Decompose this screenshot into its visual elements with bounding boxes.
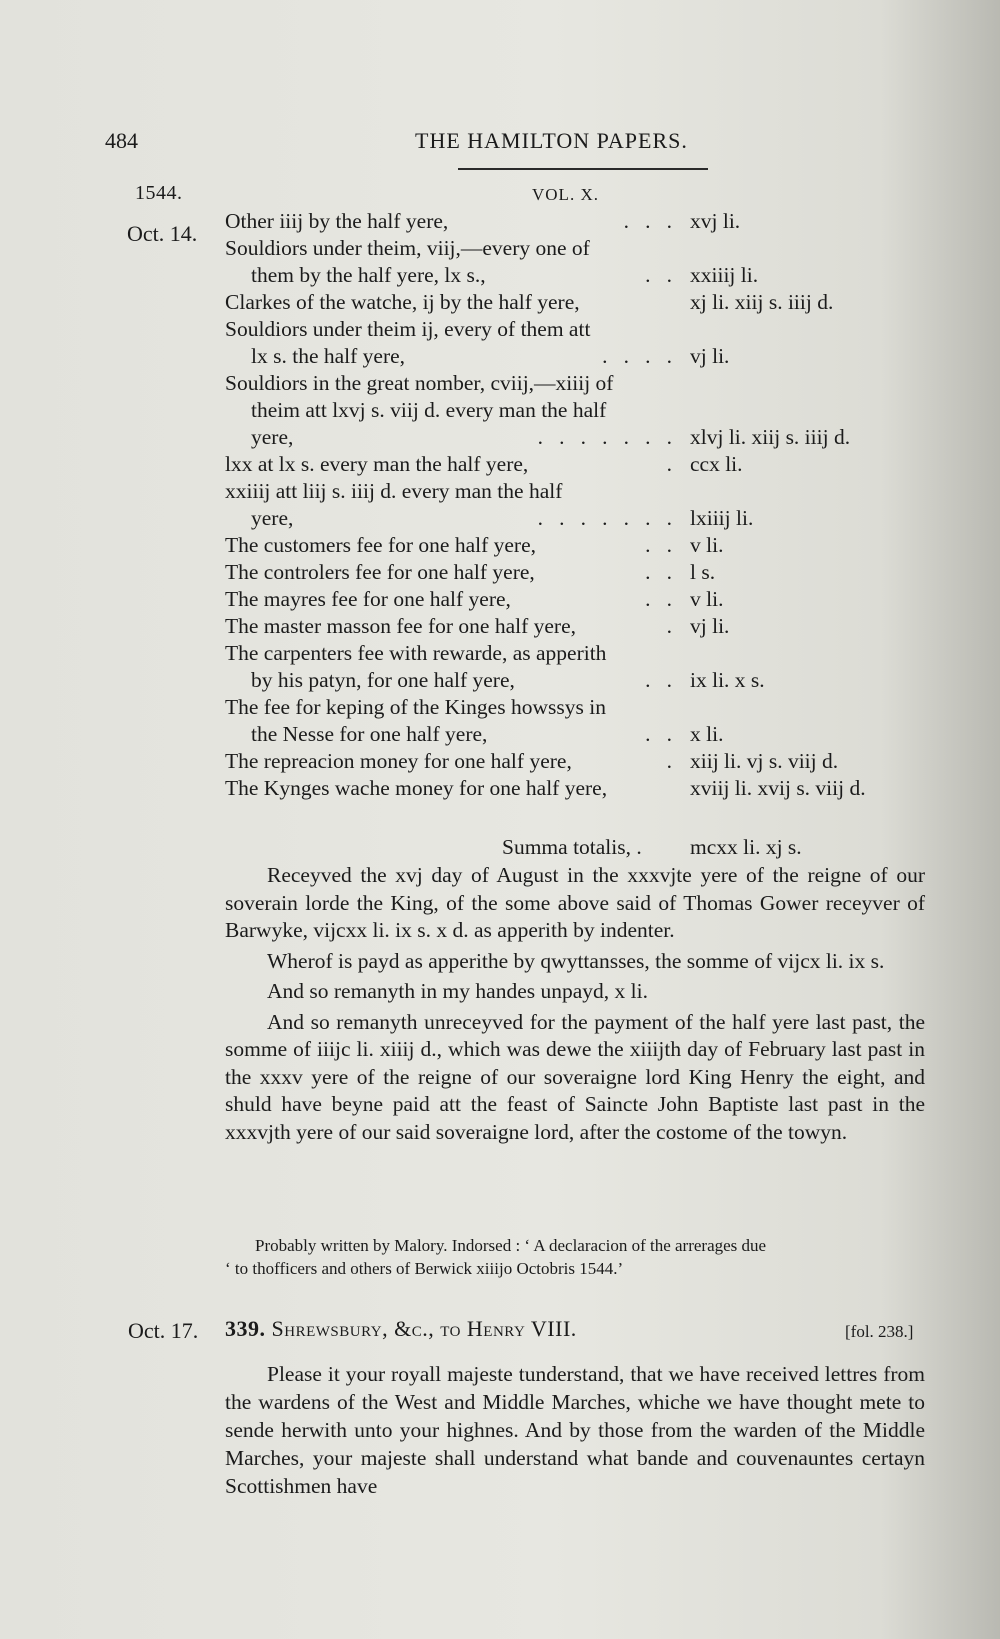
account-line-amount: l s. [690,560,716,584]
account-line-text: The mayres fee for one half yere, [225,587,511,611]
paragraph-paid: Wherof is payd as apperithe by qwyttansses, the somme of vijcx li. ix s. [267,948,885,973]
account-line-text: The fee for keping of the Kinges howssys in [225,695,606,719]
account-line-text: xxiiij att liij s. iiij d. every man the half [225,479,563,503]
summa-label: Summa totalis, . [502,835,642,859]
account-line-text: lxx at lx s. every man the half yere, [225,452,529,476]
paragraph-received: Receyved the xvj day of August in the xxxvjte yere of the reigne of our soverain lorde the King, of the some above said of Thomas Gower receyver of Barwyke, vijcxx li. ix s. x d. as apperith by indenter. [225,863,925,942]
account-line-text: them by the half yere, lx s., [251,263,486,287]
account-line-amount: v li. [690,533,724,557]
account-line-dots: . . . . . . . [537,425,672,449]
account-line-text: Souldiors in the great nomber, cviij,—xiiij of [225,371,614,395]
account-line-text: Clarkes of the watche, ij by the half yere, [225,290,580,314]
page-number: 484 [105,128,138,153]
account-line-dots: . . [645,722,672,746]
running-title: THE HAMILTON PAPERS. [415,128,688,153]
account-line-amount: xvj li. [690,209,741,233]
note-line-1: Probably written by Malory. Indorsed : ‘ A declaracion of the arrerages due [255,1236,767,1255]
account-line-amount: vj li. [690,614,730,638]
account-line-text: Souldiors under theim, viij,—every one of [225,236,590,260]
summa-amount: mcxx li. xj s. [690,835,802,859]
account-line-dots: . . [645,560,672,584]
account-line-text: Souldiors under theim ij, every of them att [225,317,591,341]
account-line-amount: x li. [690,722,724,746]
document-body [225,1360,925,1500]
account-line-dots: . . [645,668,672,692]
account-line-dots: . . . . [602,344,672,368]
account-line-amount: xxiiij li. [690,263,759,287]
account-line-text: the Nesse for one half yere, [251,722,488,746]
account-line-text: by his patyn, for one half yere, [251,668,515,692]
document-date: Oct. 17. [128,1318,199,1343]
account-line-dots: . . [645,587,672,611]
account-line-dots: . [666,452,672,476]
narrative [225,862,925,1146]
account-line-amount: vj li. [690,344,730,368]
note-line-2: ‘ to thofficers and others of Berwick xiiijo Octobris 1544.’ [225,1259,624,1278]
account-line-dots: . . . . . . . [537,506,672,530]
account-line-text: The carpenters fee with rewarde, as apperith [225,641,607,665]
title-rule [458,168,708,170]
account-line-dots: . . . [623,209,672,233]
account-line-dots: . [666,614,672,638]
account-line-dots: . . [645,533,672,557]
account-line-text: The master masson fee for one half yere, [225,614,577,638]
account-line-dots: . [666,749,672,773]
document-body-text: Please it your royall majeste tunderstand, that we have received lettres from the wardens of the West and Middle Marches, whiche we have thought mete to sende herwith unto your highnes. And by those from the warden of the Middle Marches, your majeste shall understand what bande and couvenauntes certayn Scottishmen have [225,1362,925,1498]
folio-reference: [fol. 238.] [845,1322,914,1341]
paragraph-remaining: And so remanyth in my handes unpayd, x li. [267,979,648,1003]
account-line-amount: lxiiij li. [690,506,754,530]
account-line-text: The Kynges wache money for one half yere, [225,776,608,800]
account-line-text: yere, [251,425,294,449]
account-line-text: yere, [251,506,294,530]
account-line-amount: ccx li. [690,452,743,476]
paragraph-unreceived: And so remanyth unreceyved for the payment of the half yere last past, the somme of iiijc li. xiiij d., which was dewe the xiiijth day of February last past in the xxxv yere of the reigne of our soveraigne lord King Henry the eight, and shuld have beyne paid att the feast of Saincte John Baptiste last past in the xxxvjth yere of our said soveraigne lord, after the costome of the towyn. [225,1009,925,1144]
account-line-dots: . . [645,263,672,287]
document-number: 339. [225,1316,266,1341]
account-line-amount: xviij li. xvij s. viij d. [690,776,866,800]
account-line-text: Other iiij by the half yere, [225,209,449,233]
account-line-amount: ix li. x s. [690,668,765,692]
account-line-amount: xiij li. vj s. viij d. [690,749,839,773]
entry-date: Oct. 14. [127,221,198,246]
account-line-text: lx s. the half yere, [251,344,406,368]
volume-label: VOL. X. [532,185,599,204]
account-line-text: The customers fee for one half yere, [225,533,537,557]
account-line-text: theim att lxvj s. viij d. every man the half [251,398,607,422]
editorial-note [225,1234,925,1280]
account-line-text: The controlers fee for one half yere, [225,560,535,584]
account-line-amount: v li. [690,587,724,611]
account-line-amount: xj li. xiij s. iiij d. [690,290,834,314]
account-line-text: The repreacion money for one half yere, [225,749,572,773]
account-line-amount: xlvj li. xiij s. iiij d. [690,425,851,449]
document-title: Shrewsbury, &c., to Henry VIII. [271,1316,577,1341]
document-heading [225,1316,577,1342]
year-label: 1544. [135,182,183,204]
